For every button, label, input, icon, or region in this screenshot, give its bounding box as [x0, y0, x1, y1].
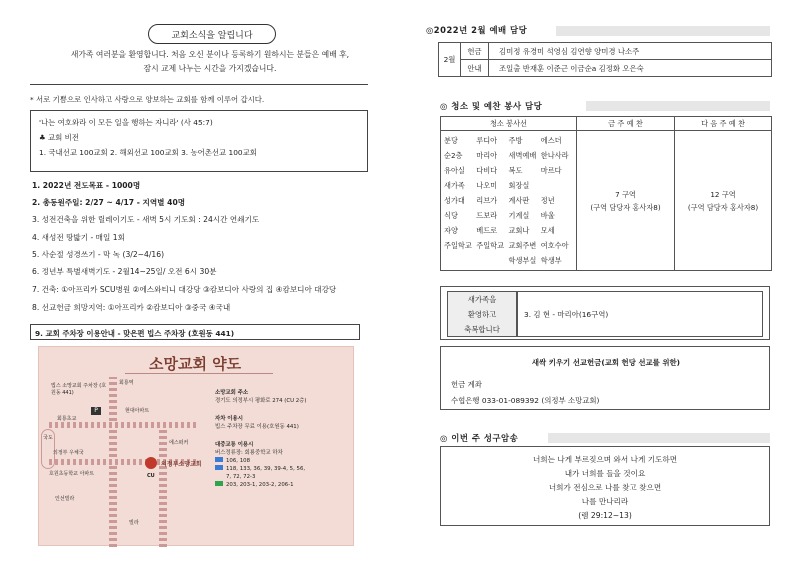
- cleaning-cell: 정년: [540, 196, 555, 205]
- map-landmark-road: 국도: [41, 429, 55, 469]
- cleaning-cell: 베드로: [476, 226, 498, 235]
- car-title: 자차 이용시: [215, 416, 243, 422]
- newcomer-label-1: 새가족을: [467, 295, 497, 304]
- cleaning-header-3: 다 음 주 예 찬: [675, 117, 772, 131]
- cleaning-cell: 유아실: [444, 166, 465, 175]
- bus-line-4-text: 203, 203-1, 203-2, 206-1: [226, 482, 294, 488]
- next-week-zone: 12 구역: [710, 189, 736, 199]
- worship-names-2: 조일출 반재훈 이준근 이금순a 김정화 오은숙: [489, 60, 772, 77]
- address-text: 경기도 의정부시 평화로 274 (CU 2층): [215, 398, 307, 404]
- worship-title: ◎2022년 2월 예배 담당: [426, 25, 528, 35]
- newcomer-label: [447, 291, 517, 337]
- memory-line-1: 너희는 나게 부르짖으며 와서 나게 기도하면: [532, 455, 678, 464]
- cleaning-cell: 나오미: [476, 181, 498, 190]
- bus-line-1-text: 106, 108: [226, 458, 251, 464]
- this-week-zone: 7 구역: [615, 189, 636, 199]
- news-item-1: 1. 2022년 전도목표 - 1000명: [32, 181, 141, 190]
- cleaning-cell: 계사판: [508, 196, 530, 205]
- map-landmark-apartment: 현대아파트: [125, 408, 150, 414]
- map-landmark-villa: 인선빌라: [55, 496, 75, 502]
- cleaning-cell: 교회주변: [508, 241, 537, 250]
- divider: [30, 84, 368, 85]
- cleaning-cell: 복도: [508, 166, 523, 175]
- news-item-8: 8. 선교헌금 희망지역: ①아프리카 ②캄보디아 ③중국 ④국내: [32, 303, 231, 312]
- greeting-text: * 서로 기쁨으로 인사하고 사랑으로 양보하는 교회를 함께 이루어 갑시다.: [30, 95, 265, 104]
- map-landmark-parking: 빕스 소망교회 주차장 (호원동 441): [51, 383, 107, 396]
- cleaning-title-bar: [586, 101, 770, 111]
- cleaning-cell: 루디아: [476, 136, 498, 145]
- memory-title: ◎ 이번 주 성구암송: [440, 433, 519, 443]
- cleaning-cell: 순2층: [444, 151, 463, 160]
- church-location-icon: [145, 457, 157, 469]
- memory-verse-box: [440, 446, 770, 526]
- news-item-3: 3. 성전건축을 위한 릴레이기도 - 새벽 5시 기도회 : 24시간 연쇄기도: [32, 215, 260, 224]
- bus-line-4: [215, 481, 349, 489]
- offering-label: 헌금 계좌: [451, 380, 482, 389]
- cleaning-cell: 여호수아: [540, 241, 569, 250]
- news-item-4: 4. 새성전 땅밟기 - 매일 1회: [32, 233, 125, 242]
- memory-line-2: 내가 너희를 들을 것이요: [564, 469, 646, 478]
- newcomer-label-2: 환영하고: [467, 310, 497, 319]
- map-landmark-station: 회룡역: [119, 380, 134, 386]
- map-cu-label: CU: [147, 473, 155, 479]
- verse-text: '나는 여호와라 이 모든 일을 행하는 자니라' (사 45:7): [39, 118, 213, 127]
- cleaning-cell: 학생부: [540, 256, 562, 265]
- cleaning-cell: 주일학교: [476, 241, 505, 250]
- cleaning-col-area: [444, 133, 476, 268]
- newcomer-box: [440, 286, 770, 340]
- bus-blue-icon: [215, 465, 223, 470]
- bus-green-icon: [215, 481, 223, 486]
- bus-sub: 버스정류장: 회룡중학교 하차: [215, 450, 283, 456]
- vision-list: 1. 국내선교 100교회 2. 해외선교 100교회 3. 농어촌선교 100교회: [39, 148, 257, 157]
- car-text: 빕스 주차장 무료 이용(호원동 441): [215, 424, 299, 430]
- welcome-line-2: 잠시 교제 나누는 시간을 가지겠습니다.: [143, 64, 277, 73]
- parking-icon: P: [91, 407, 101, 415]
- next-week-leader: (구역 담당자 홍사자8): [687, 202, 759, 212]
- cleaning-header-2: 금 주 예 찬: [577, 117, 675, 131]
- cleaning-cell: 바울: [540, 211, 555, 220]
- cleaning-col-area-2: [509, 133, 541, 268]
- cleaning-col-group: [476, 133, 508, 268]
- offering-account: 수협은행 033-01-089392 (의정부 소망교회): [451, 396, 600, 405]
- newcomer-label-3: 축복합니다: [464, 325, 500, 334]
- cleaning-table: [440, 116, 772, 271]
- map-landmark-villa-2: 빌라: [129, 520, 139, 526]
- memory-line-3: 너희가 전심으로 나를 찾고 찾으면: [548, 483, 662, 492]
- bus-line-2-text: 118, 133, 36, 39, 39-4, 5, 56,: [226, 466, 306, 472]
- parking-box: [30, 324, 360, 340]
- next-week: [675, 131, 772, 271]
- cleaning-cell: 마르다: [540, 166, 562, 175]
- news-title: 교회소식을 알립니다: [171, 30, 253, 41]
- offering-box: [440, 346, 770, 410]
- bus-blue-icon: [215, 457, 223, 462]
- bus-line-3: 7, 72, 72-3: [226, 474, 256, 480]
- worship-role-2: 안내: [461, 60, 489, 77]
- bus-line-1: [215, 457, 349, 465]
- cleaning-cell: 학생부실: [508, 256, 537, 265]
- vision-box: [30, 110, 368, 172]
- cleaning-cell: 새벽예배: [508, 151, 537, 160]
- cleaning-cell: 한나사라: [540, 151, 569, 160]
- newcomer-entry: 3. 김 현 - 마리아(16구역): [517, 291, 763, 337]
- cleaning-title: ◎ 청소 및 예찬 봉사 담당: [440, 101, 543, 111]
- cleaning-cell: [541, 178, 573, 193]
- map-title-rule: [125, 373, 273, 374]
- cleaning-cell: 성가대: [444, 196, 465, 205]
- cleaning-cell: 자양: [444, 226, 458, 235]
- news-item-2: 2. 총동원주일: 2/27 ~ 4/17 - 지역별 40명: [32, 198, 186, 207]
- map-landmark-school: 회룡초교: [57, 416, 77, 422]
- address-title: 소망교회 주소: [215, 390, 249, 396]
- worship-table: [438, 42, 772, 77]
- cleaning-cell: 다비다: [476, 166, 498, 175]
- map-landmark-post: 의정부 우체국: [53, 450, 84, 456]
- this-week: [577, 131, 675, 271]
- map-church-label: 의정부소망교회: [161, 461, 202, 468]
- cleaning-cell: 교회나: [508, 226, 530, 235]
- offering-title: 새싹 키우기 선교헌금(교회 헌당 선교를 위한): [531, 358, 681, 367]
- welcome-line-1: 새가족 여러분을 환영합니다. 처음 오신 분이나 등록하기 원하시는 분들은 예배 후,: [70, 50, 350, 59]
- this-week-leader: (구역 담당자 홍사자8): [590, 202, 661, 212]
- map-title: 소망교회 약도: [149, 355, 242, 373]
- cleaning-cell: 주일학교: [444, 241, 472, 250]
- worship-month: 2월: [439, 43, 461, 77]
- news-item-5: 5. 사순절 성경쓰기 - 막 녹 (3/2~4/16): [32, 250, 165, 259]
- worship-names-1: 김미정 유경미 석영심 김연향 양미경 나소주: [489, 43, 772, 60]
- cleaning-cell: 에스더: [540, 136, 562, 145]
- news-item-6: 6. 정년부 특별새벽기도 - 2월14~25일/ 오전 6시 30분: [32, 267, 217, 276]
- cleaning-cell: 식당: [444, 211, 458, 220]
- road-vertical-2: [159, 422, 167, 547]
- map-landmark-estate: 에스떠커: [169, 440, 189, 446]
- bus-title: 대중교통 이용시: [215, 442, 254, 448]
- cleaning-header-1: 청소 봉사선: [441, 117, 577, 131]
- cleaning-cell: 기계실: [508, 211, 530, 220]
- map-info: [215, 389, 349, 489]
- news-item-7: 7. 건축: ①아프리카 SCU병원 ②에스와티니 대강당 ③캄보디아 사랑의 집 ④캄보디아 대강당: [32, 285, 337, 294]
- cleaning-cell: 분당: [444, 136, 458, 145]
- cleaning-cell: 드보라: [476, 211, 498, 220]
- bus-line-2: [215, 465, 349, 473]
- memory-title-bar: [548, 433, 770, 443]
- cleaning-assignments: [441, 131, 577, 271]
- cleaning-cell: 모세: [540, 226, 555, 235]
- memory-line-4: 나를 만나리라: [581, 497, 629, 506]
- cleaning-col-group-2: [541, 133, 573, 268]
- cleaning-cell: 리브가: [476, 196, 498, 205]
- memory-line-5: (렘 29:12~13): [578, 511, 632, 520]
- worship-role-1: 헌금: [461, 43, 489, 60]
- news-title-box: [148, 24, 276, 44]
- cleaning-cell: 새가족: [444, 181, 465, 190]
- road-horizontal-1: [49, 422, 199, 428]
- vision-title: ♣ 교회 비전: [39, 133, 79, 142]
- cleaning-cell: 주방: [508, 136, 523, 145]
- church-map: [38, 346, 354, 546]
- cleaning-cell: 회장실: [508, 181, 530, 190]
- cleaning-cell: 마리아: [476, 151, 498, 160]
- worship-title-bar: [556, 26, 770, 36]
- map-landmark-elementary: 호원초등학교 아파트: [49, 471, 95, 477]
- parking-text: 9. 교회 주차장 이용안내 - 맞은편 빕스 주차장 (호원동 441): [35, 329, 235, 338]
